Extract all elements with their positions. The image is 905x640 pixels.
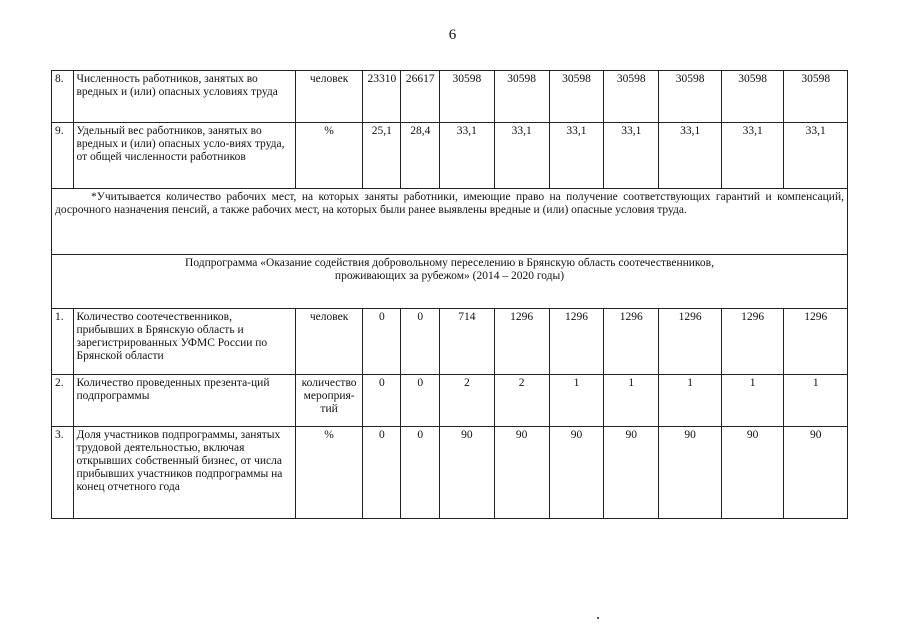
row-number: 3. [52, 427, 74, 519]
indicator-name: Количество проведенных презента-ций подпрограммы [73, 375, 295, 427]
value-cell: 1296 [549, 309, 603, 375]
row-number: 2. [52, 375, 74, 427]
indicators-table [51, 70, 848, 519]
value-cell: 33,1 [549, 123, 603, 189]
value-cell: 1296 [721, 309, 783, 375]
value-cell: 90 [784, 427, 848, 519]
value-cell: 33,1 [721, 123, 783, 189]
value-cell: 30598 [549, 71, 603, 123]
value-cell: 33,1 [659, 123, 721, 189]
value-cell: 0 [401, 375, 440, 427]
value-cell: 25,1 [363, 123, 401, 189]
value-cell: 33,1 [440, 123, 494, 189]
indicator-name: Удельный вес работников, занятых во вредных и (или) опасных усло-виях труда, от общей численности работников [73, 123, 295, 189]
value-cell: 1 [784, 375, 848, 427]
value-cell: 1296 [494, 309, 549, 375]
value-cell: 1 [549, 375, 603, 427]
value-cell: 1 [721, 375, 783, 427]
value-cell: 1296 [784, 309, 848, 375]
value-cell: 0 [401, 427, 440, 519]
indicator-name: Численность работников, занятых во вредных и (или) опасных условиях труда [73, 71, 295, 123]
value-cell: 0 [363, 427, 401, 519]
value-cell: 30598 [440, 71, 494, 123]
row-number: 8. [52, 71, 74, 123]
value-cell: 2 [440, 375, 494, 427]
value-cell: 23310 [363, 71, 401, 123]
subprogram-title-line-2: проживающих за рубежом» (2014 – 2020 годы) [334, 270, 565, 282]
value-cell: 26617 [401, 71, 440, 123]
table-row [52, 309, 848, 375]
value-cell: 30598 [659, 71, 721, 123]
value-cell: 28,4 [401, 123, 440, 189]
unit-cell: % [295, 427, 363, 519]
unit-cell: количество мероприя-тий [295, 375, 363, 427]
value-cell: 90 [494, 427, 549, 519]
value-cell: 30598 [721, 71, 783, 123]
value-cell: 90 [604, 427, 659, 519]
value-cell: 33,1 [494, 123, 549, 189]
value-cell: 90 [721, 427, 783, 519]
value-cell: 30598 [494, 71, 549, 123]
footnote-text: *Учитывается количество рабочих мест, на которых заняты работники, имеющие право на получение соответствующих гарантий и компенсаций, досрочного назначения пенсий, а также рабочих мест, на которых были ранее выявлены вредные и (или) опасные условия труда. [55, 191, 844, 216]
table-row [52, 123, 848, 189]
value-cell: 0 [401, 309, 440, 375]
unit-cell: человек [295, 309, 363, 375]
unit-cell: % [295, 123, 363, 189]
value-cell: 30598 [784, 71, 848, 123]
value-cell: 33,1 [784, 123, 848, 189]
value-cell: 0 [363, 309, 401, 375]
value-cell: 1 [659, 375, 721, 427]
value-cell: 1296 [659, 309, 721, 375]
table-row [52, 71, 848, 123]
value-cell: 0 [363, 375, 401, 427]
subprogram-header-row [52, 255, 848, 309]
table-row [52, 375, 848, 427]
value-cell: 1296 [604, 309, 659, 375]
row-number: 1. [52, 309, 74, 375]
value-cell: 2 [494, 375, 549, 427]
page-number: 6 [448, 27, 457, 43]
indicator-name: Количество соотечественников, прибывших в Брянскую область и зарегистрированных УФМС России по Брянской области [73, 309, 295, 375]
table-row [52, 427, 848, 519]
scan-speck [597, 617, 599, 619]
value-cell: 90 [440, 427, 494, 519]
subprogram-title-line-1: Подпрограмма «Оказание содействия добровольному переселению в Брянскую область соотечественников, [185, 257, 714, 269]
row-number: 9. [52, 123, 74, 189]
value-cell: 30598 [604, 71, 659, 123]
value-cell: 1 [604, 375, 659, 427]
value-cell: 714 [440, 309, 494, 375]
unit-cell: человек [295, 71, 363, 123]
indicator-name: Доля участников подпрограммы, занятых трудовой деятельностью, включая открывших собственный бизнес, от числа прибывших участников подпрограммы на конец отчетного года [73, 427, 295, 519]
value-cell: 90 [659, 427, 721, 519]
value-cell: 33,1 [604, 123, 659, 189]
value-cell: 90 [549, 427, 603, 519]
note-row [52, 189, 848, 255]
